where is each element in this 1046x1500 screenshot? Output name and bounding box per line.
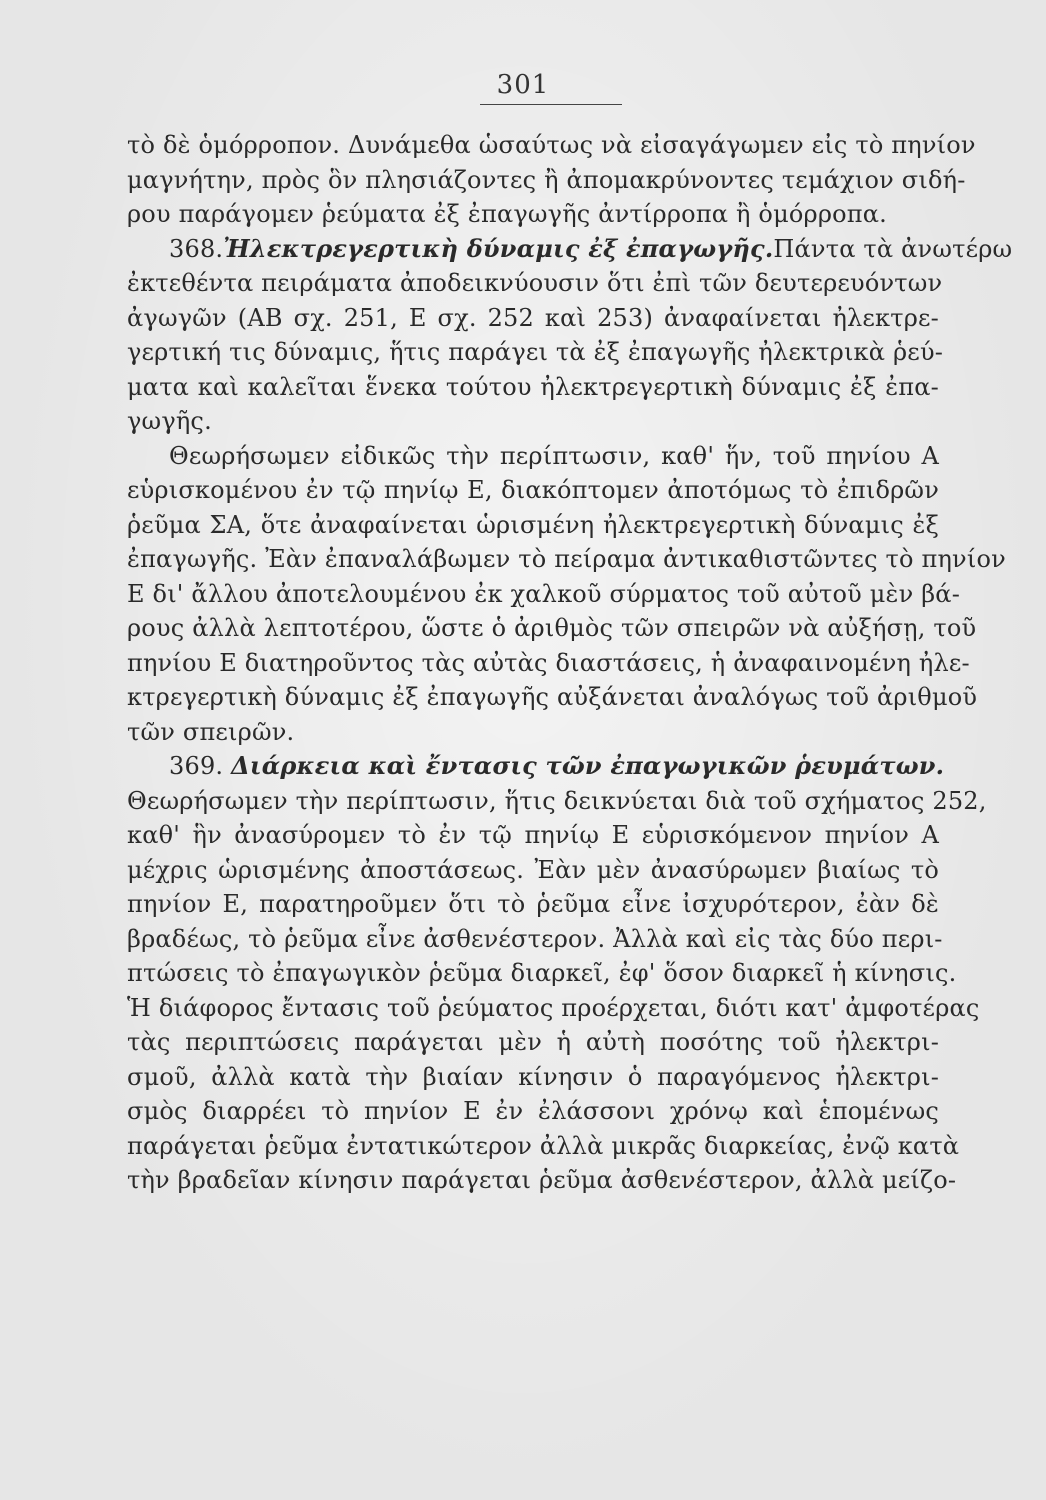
text-line: γερτική τις δύναμις, ἥτις παράγει τὰ ἐξ ἐπαγωγῆς ἠλεκτρικὰ ῥεύ-	[127, 338, 944, 366]
body-text	[127, 128, 1013, 1198]
text-line: ἐκτεθέντα πειράματα ἀποδεικνύουσιν ὅτι ἐπὶ τῶν δευτερευόντων	[127, 269, 943, 297]
text-line: πηνίου Ε διατηροῦντος τὰς αὐτὰς διαστάσεις, ἡ ἀναφαινομένη ἠλε-	[127, 648, 970, 677]
text-line: τῶν σπειρῶν.	[127, 717, 295, 746]
page-number: 301	[496, 70, 550, 100]
text-line: Θεωρήσωμεν τὴν περίπτωσιν, ἥτις δεικνύεται διὰ τοῦ σχήματος 252,	[127, 786, 987, 815]
text-line: πηνίον Ε, παρατηροῦμεν ὅτι τὸ ῥεῦμα εἶνε ἰσχυρότερον, ἐὰν δὲ	[127, 890, 939, 918]
text-line: ρους ἀλλὰ λεπτοτέρου, ὥστε ὁ ἀριθμὸς τῶν σπειρῶν νὰ αὐξήσῃ, τοῦ	[127, 614, 977, 642]
section-text: Πάντα τὰ ἀνωτέρω	[773, 234, 1013, 263]
text-line: ῥεῦμα ΣΑ, ὅτε ἀναφαίνεται ὡρισμένη ἠλεκτρεγερτικὴ δύναμις ἐξ	[127, 510, 939, 539]
text-line: τὴν βραδεῖαν κίνησιν παράγεται ῥεῦμα ἀσθενέστερον, ἀλλὰ μείζο-	[127, 1166, 957, 1194]
text-line: πτώσεις τὸ ἐπαγωγικὸν ῥεῦμα διαρκεῖ, ἐφ' ὅσον διαρκεῖ ἡ κίνησις.	[127, 959, 957, 987]
text-line: κτρεγερτικὴ δύναμις ἐξ ἐπαγωγῆς αὐξάνεται ἀναλόγως τοῦ ἀριθμοῦ	[127, 683, 978, 711]
text-line: μέχρις ὡρισμένης ἀποστάσεως. Ἐὰν μὲν ἀνασύρωμεν βιαίως τὸ	[127, 855, 939, 884]
text-line: παράγεται ῥεῦμα ἐντατικώτερον ἀλλὰ μικρᾶς διαρκείας, ἐνῷ κατὰ	[127, 1131, 960, 1160]
text-line: Ἡ διάφορος ἔντασις τοῦ ῥεύματος προέρχεται, διότι κατ' ἀμφοτέρας	[127, 993, 980, 1022]
section-number: 368.	[169, 234, 224, 263]
section-369-heading-line	[127, 749, 945, 784]
text-line: τὸ δὲ ὁμόρροπον. Δυνάμεθα ὡσαύτως νὰ εἰσαγάγωμεν εἰς τὸ πηνίον	[127, 131, 976, 159]
text-line: Ε δι' ἄλλου ἀποτελουμένου ἐκ χαλκοῦ σύρματος τοῦ αὐτοῦ μὲν βά-	[127, 579, 961, 608]
section-heading: Διάρκεια καὶ ἔντασις τῶν ἐπαγωγικῶν ῥευμάτων.	[231, 751, 945, 780]
text-line: σμοῦ, ἀλλὰ κατὰ τὴν βιαίαν κίνησιν ὁ παραγόμενος ἠλεκτρι-	[127, 1062, 939, 1091]
text-line: σμὸς διαρρέει τὸ πηνίον Ε ἐν ἐλάσσονι χρόνῳ καὶ ἑπομένως	[127, 1097, 939, 1125]
text-line: ἀγωγῶν (ΑΒ σχ. 251, Ε σχ. 252 καὶ 253) ἀναφαίνεται ἠλεκτρε-	[127, 303, 939, 332]
text-line: ματα καὶ καλεῖται ἕνεκα τούτου ἠλεκτρεγερτικὴ δύναμις ἐξ ἐπα-	[127, 372, 939, 401]
section-heading: Ἠλεκτρεγερτικὴ δύναμις ἐξ ἐπαγωγῆς.	[223, 233, 774, 263]
text-line: καθ' ἣν ἀνασύρομεν τὸ ἐν τῷ πηνίῳ Ε εὑρισκόμενον πηνίον Α	[127, 821, 939, 849]
text-line: γωγῆς.	[127, 407, 212, 435]
text-line: ρου παράγομεν ῥεύματα ἐξ ἐπαγωγῆς ἀντίρροπα ἢ ὁμόρροπα.	[127, 200, 888, 228]
section-368-heading-line	[127, 232, 1013, 267]
page-number-rule	[480, 104, 622, 105]
section-number: 369.	[169, 752, 224, 780]
text-line: ἐπαγωγῆς. Ἐὰν ἐπαναλάβωμεν τὸ πείραμα ἀντικαθιστῶντες τὸ πηνίον	[127, 545, 1006, 573]
text-line: Θεωρήσωμεν εἰδικῶς τὴν περίπτωσιν, καθ' ἥν, τοῦ πηνίου Α	[169, 441, 939, 470]
text-line: βραδέως, τὸ ῥεῦμα εἶνε ἀσθενέστερον. Ἀλλὰ καὶ εἰς τὰς δύο περι-	[127, 924, 943, 953]
text-line: τὰς περιπτώσεις παράγεται μὲν ἡ αὐτὴ ποσότης τοῦ ἠλεκτρι-	[127, 1028, 939, 1056]
text-line: μαγνήτην, πρὸς ὃν πλησιάζοντες ἢ ἀπομακρύνοντες τεμάχιον σιδή-	[127, 165, 966, 194]
text-line: εὑρισκομένου ἐν τῷ πηνίῳ Ε, διακόπτομεν ἀποτόμως τὸ ἐπιδρῶν	[127, 476, 939, 504]
